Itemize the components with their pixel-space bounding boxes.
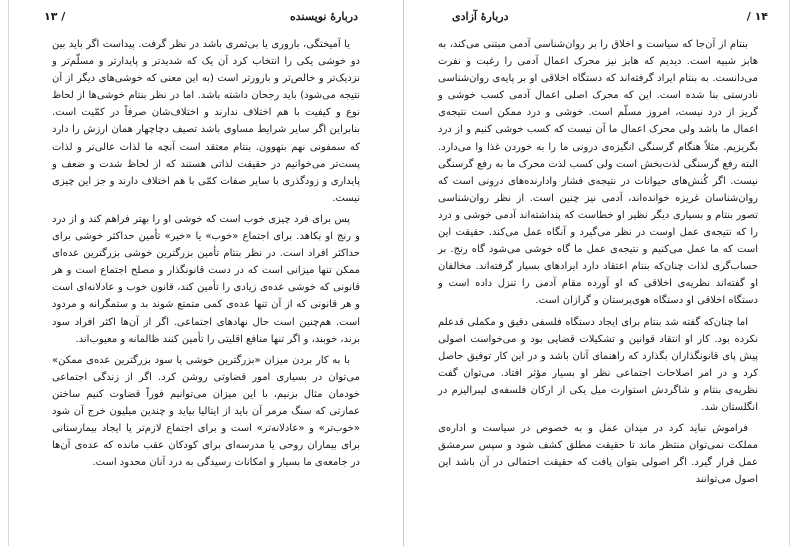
left-page-header	[44, 10, 358, 23]
left-paragraph: یا آمیختگی، باروری یا بی‌ثمری باشد در نظر گرفت. پیداست اگر باید بین دو خوشی یکی را انتخاب کرد آن یک که شدیدتر و پایدارتر و مسلّم‌تر و نزدیک‌تر و خالص‌تر و بارورتر است (به این معنی که خوشی‌های دیگر از آن نتیجه می‌شود) باید رجحان داشته باشد. اما در نظر بنتام خوشی‌ها از لحاظ نوع و کیفیت با هم اختلاف ندارند و اختلاف‌شان صرفاً در کمّیت است. بنابراین اگر سایر شرایط مساوی باشد تصیف دچاچهار همان ارزش را دارد که سمفونی نهم بتهوون. بنتام معتقد است آنچه ما لذات عالی‌تر و لذات پست‌تر می‌خوانیم در حقیقت لذاتی هستند که از لحاظ شدت و ضعف و پایداری و زودگذری با سایر صفات کمّی با هم اختلاف دارند و جز این چیزی نیست.	[52, 39, 360, 204]
right-page-number	[747, 10, 768, 23]
right-page-header	[452, 10, 768, 23]
left-page-body	[52, 36, 360, 475]
left-page-number	[44, 10, 65, 23]
left-header-title: دربارهٔ نویسنده	[289, 10, 358, 23]
right-paragraph: اما چنان‌که گفته شد بنتام برای ایجاد دستگاه فلسفی دقیق و مکملی قدعلم نکرده بود. کار او انتقاد قوانین و تشکیلات قضایی بود و می‌خواست اصولی پیش پای قانونگذاران بگذارد که راهنمای آنان باشد و در این کار توفیق حاصل کرد و در امر اصلاحات اجتماعی نظر او بسیار مؤثر افتاد. می‌توان گفت نظریه‌ی بنتام و شاگردش استوارت میل یکی از ارکان فلسفه‌ی لیبرالیزم در انگلستان شد.	[438, 316, 758, 413]
left-page-number-value: ۱۳	[44, 10, 58, 23]
left-page	[14, 0, 396, 546]
right-page-outer-edge	[789, 0, 790, 546]
right-page-body	[438, 36, 758, 492]
left-header-separator: /	[61, 10, 66, 23]
right-header-separator: /	[746, 10, 751, 23]
right-page-number-value: ۱۴	[754, 10, 768, 23]
right-page	[410, 0, 788, 546]
book-spine-divider	[403, 0, 404, 546]
left-paragraph: پس برای فرد چیزی خوب است که خوشی او را بهتر فراهم کند و از درد و رنج او بکاهد. برای اجتماع «خوب» یا «خیر» تأمین حداکثر خوشی برای حداکثر افراد است. در نظر بنتام تأمین بزرگترین خوشی بزرگترین عده‌ای ممکن تنها میزانی است که در دست قانونگذار و مصلح اجتماع است و هر قانونی که خوشی عده‌ی زیادی را تأمین کند، قانون خوب و عادلانه‌ای است و هر قانونی که از آن تنها عده‌ی کمی متمتع شوند بد و ستمگرانه و مردود است. هم‌چنین است حال نهادهای اجتماعی. اگر از آن‌ها اکثر افراد سود برند، خوبند، و اگر تنها منافع اقلیتی را تأمین کنند ظالمانه و معیوب‌اند.	[52, 213, 360, 345]
right-paragraph: بنتام از آن‌جا که سیاست و اخلاق را بر روان‌شناسی آدمی مبتنی می‌کند، به هابز شبیه است. دیدیم که هابز نیز محرک اعمال آدمی را رغبت و نفرت می‌دانست. به بنتام ایراد گرفته‌اند که دستگاه اخلاقی او بر پایه‌ی روان‌شناسی نادرستی بنا شده است. این که محرک اصلی اعمال آدمی کسب خوشی و گریز از درد نیست، امروز مسلّم است. خوشی و درد ممکن است نتیجه‌ی اعمال ما باشد ولی محرک اعمال ما آن نیست که کسب خوشی کنیم و از درد بگریزیم. مثلاً هنگام گرسنگی انگیزه‌ی درونی ما را به خوردن غذا وا می‌دارد. البته رفع گرسنگی لذت‌بخش است ولی کسب لذت محرک ما به رفع گرسنگی نیست. اگر کُنش‌های حیوانات در نتیجه‌ی فشار وادارنده‌های درونی است که روان‌شناسان غریزه خوانده‌اند، آدمی نیز چنین است. از نظر روان‌شناسی تصور بنتام و بسیاری دیگر نظیر او خطاست که پنداشته‌اند آدمی خوشی و درد را که نتیجه‌ی عمل اوست در نظر می‌گیرد و آنگاه عمل می‌کند. حقیقت این است که ما عمل می‌کنیم و نتیجه‌ی عمل ما گاه خوشی می‌شود گاه رنج. بر حساب‌گری لذات چنان‌که بنتام اعتقاد دارد ایرادهای بسیار گرفته‌اند. مخالفان او گفته‌اند نظریه‌ی اخلاقی که او آورده مقام آدمی را تنزل داده است و دستگاه اخلاقی او دستگاه هوی‌پرستان و گرازان است.	[438, 39, 758, 307]
left-page-outer-edge	[8, 0, 9, 546]
right-header-title: دربارهٔ آزادی	[452, 10, 509, 23]
right-paragraph: فراموش نباید کرد در میدان عمل و به خصوص در سیاست و اداره‌ی مملکت نمی‌توان منتظر ماند تا حقیقت مطلق کشف شود و سپس سرمشق عمل قرار گیرد. اگر اصولی بتوان یافت که حقیقت احتمالی در آن باشد این اصول می‌توانند	[438, 423, 758, 486]
left-paragraph: با به کار بردن میزان «بزرگترین خوشی یا سود بزرگترین عده‌ی ممکن» می‌توان در بسیاری امور قضاوتی روشن کرد. اگر از زندگی اجتماعی خودمان مثال بزنیم، با این میزان می‌توانیم فوراً قضاوت کنیم ساختن عمارتی که سنگ مرمر آن باید از ایتالیا بیاید و چندین میلیون خرج آن شود «خوب‌تر» و «عادلانه‌تر» است و برای اجتماع لازم‌تر یا ایجاد بیمارستانی برای بیماران روحی یا مدرسه‌ای برای کودکان عقب مانده که عده‌ی آن‌ها در جامعه‌ی ما بسیار و امکانات رسیدگی به درد آنان محدود است.	[52, 354, 360, 469]
